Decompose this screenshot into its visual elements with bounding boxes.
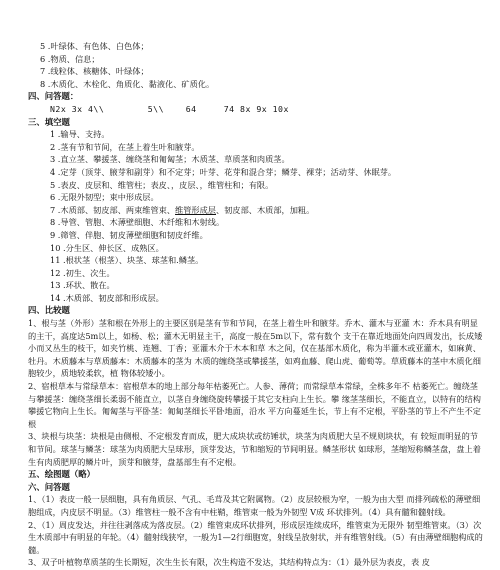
judgement-answers: N2x 3x 4\\ 5\\ 64 74 8x 9x 10x xyxy=(50,103,289,114)
list-item: 8 .导管、管胞、木薄壁细胞、木纤维和木射线。 xyxy=(50,217,225,228)
section-compare xyxy=(28,304,484,468)
list-item-7 xyxy=(34,204,484,217)
list-item: 8 .木质化、木栓化、角质化、黏液化、矿质化。 xyxy=(40,78,215,89)
top-answer-list xyxy=(34,40,484,90)
list-item: 2 .茎有节和节间，在茎上着生叶和腋芽。 xyxy=(50,141,200,152)
item-7-underlined: 维管形成层 xyxy=(175,204,216,215)
section-heading: 五、绘图题（略） xyxy=(28,469,95,480)
section-qa-1 xyxy=(28,90,484,115)
section-heading: 六、问答题 xyxy=(28,481,70,492)
paragraph: 1、（1）表皮一般一层细胞，具有角质层、气孔、毛茸及其它附属物。（2）皮层较根为窄，一般为由大型 而排列疏松的薄壁细胞组成，内皮层不明显。（3）维管柱一般不含有中柱鞘，维管束一般为外韧型 V成 环状排列。（4）具有髓和髓射线。 xyxy=(28,494,481,517)
section-heading: 四、比较题 xyxy=(28,305,70,316)
list-item: 13 .环状、散在。 xyxy=(50,280,115,291)
list-item: 5 .表皮、皮层和、维管柱；表皮、，皮层、，维管柱和；有限。 xyxy=(50,179,274,190)
list-item: 7 .线粒体、核糖体、叶绿体； xyxy=(40,66,149,77)
list-item: 5 .叶绿体、有色体、白色体； xyxy=(40,41,149,51)
paragraph: 1、根与茎（外形）茎和根在外形上的主要区别是茎有节和节间，在茎上着生叶和腋芽。乔木、灌木与亚灌 木：乔木具有明显的主干，高度达5m以上，如杨、松；灌木无明显主干，高度一般在5m以下，常有数个 支干在靠近地面处向四周发出，长成矮小而又丛生的枝干，如夹竹桃、连翘、丁香；亚灌木介于木本和草 木之间，仅在基部木质化，称为半灌木或亚灌木，如麻黄、牡丹。木质藤本与草质藤本：木质藤本的茎为 木质的缠绕茎或攀援茎，如鸡血藤、爬山虎、葡萄等。草质藤本的茎中木质化细胞较少，质地较柔软，植 物体较矮小。 xyxy=(28,318,483,379)
list-item: 6 .无限外韧型；束中形成层。 xyxy=(50,192,159,203)
section-qa-2 xyxy=(28,481,484,569)
list-item: 3 .直立茎、攀援茎、缠绕茎和匍匐茎；木质茎、草质茎和肉质茎。 xyxy=(50,154,290,165)
paragraph: 2、宿根草本与常绿草本：宿根草本的地上部分每年枯萎死亡。人参、薄荷；而常绿草本常绿，全株多年不 枯萎死亡。缠绕茎与攀援茎：缠绕茎细长柔弱不能直立，以茎自身缠绕旋转攀援于其它支柱向上生长。攀 缘茎茎细长，不能直立，以特有的结构攀援它物向上生长。匍匐茎与平卧茎：匍匐茎细长平卧地面，沿水 平方向蔓延生长，节上有不定根，平卧茎的节上不产生不定根 xyxy=(28,381,481,429)
paragraph: 3、块根与块茎：块根是由侧根、不定根发育而成，肥大成块状或纺锤状，块茎为肉质肥大呈不规则块状，有 较短而明显的节和节间。球茎与鳞茎：球茎为肉质肥大呈球形，顶芽发达，节和缩短的节间明显。鳞茎形状 如球形，茎缩短称鳞茎盘，盘上着生有肉质肥厚的鳞片叶，顶芽和腋芽，盘基部生有不定根。 xyxy=(28,431,481,467)
section-drawing xyxy=(28,468,484,481)
list-item: 12 .初生、次生。 xyxy=(50,267,115,278)
list-item: 1 .输导、支持。 xyxy=(50,129,110,140)
list-item: 6 .物质、信息； xyxy=(40,53,100,64)
list-item: 14 .木质部、韧皮部和形成层。 xyxy=(50,292,164,303)
list-item: 10 .分生区、伸长区、成熟区。 xyxy=(50,242,164,253)
section-heading: 三、填空题 xyxy=(28,116,70,127)
item-7-before: 7 .木质部、韧皮部、两束维管束、 xyxy=(50,204,176,215)
list-item: 4 .定芽（顶芽、腋芽和副芽）和不定芽；叶芽、花芽和混合芽；鳞芽、裸芽；活动芽、休眠芽。 xyxy=(50,166,397,177)
paragraph: 2、（1）周皮发达，并往往剥落成为落皮层。（2）维管束成环状排列，形成层连续成环，维管束为无限外 韧型维管束。（3）次生木质部中有明显的年轮。（4）髓射线狭窄，一般为1—2行细胞宽，射线呈放射状，并有维管射线。（5）有由薄壁细胞构成的髓。 xyxy=(28,519,483,555)
paragraph: 3、双子叶植物草质茎的生长期短，次生生长有限，次生构造不发达，其结构特点为：（1）最外层为表皮，表 皮 xyxy=(28,557,430,568)
section-heading: 四、问答题： xyxy=(28,91,79,102)
item-7-after: 、韧皮部、木质部，加粗。 xyxy=(216,204,315,215)
list-item: 9 .筛管、伴胞、韧皮薄壁细胞和韧皮纤维。 xyxy=(50,229,208,240)
section-fill-blank xyxy=(28,116,484,305)
list-item: 11 .根状茎（根茎）、块茎、球茎和.鳞茎。 xyxy=(50,255,204,266)
